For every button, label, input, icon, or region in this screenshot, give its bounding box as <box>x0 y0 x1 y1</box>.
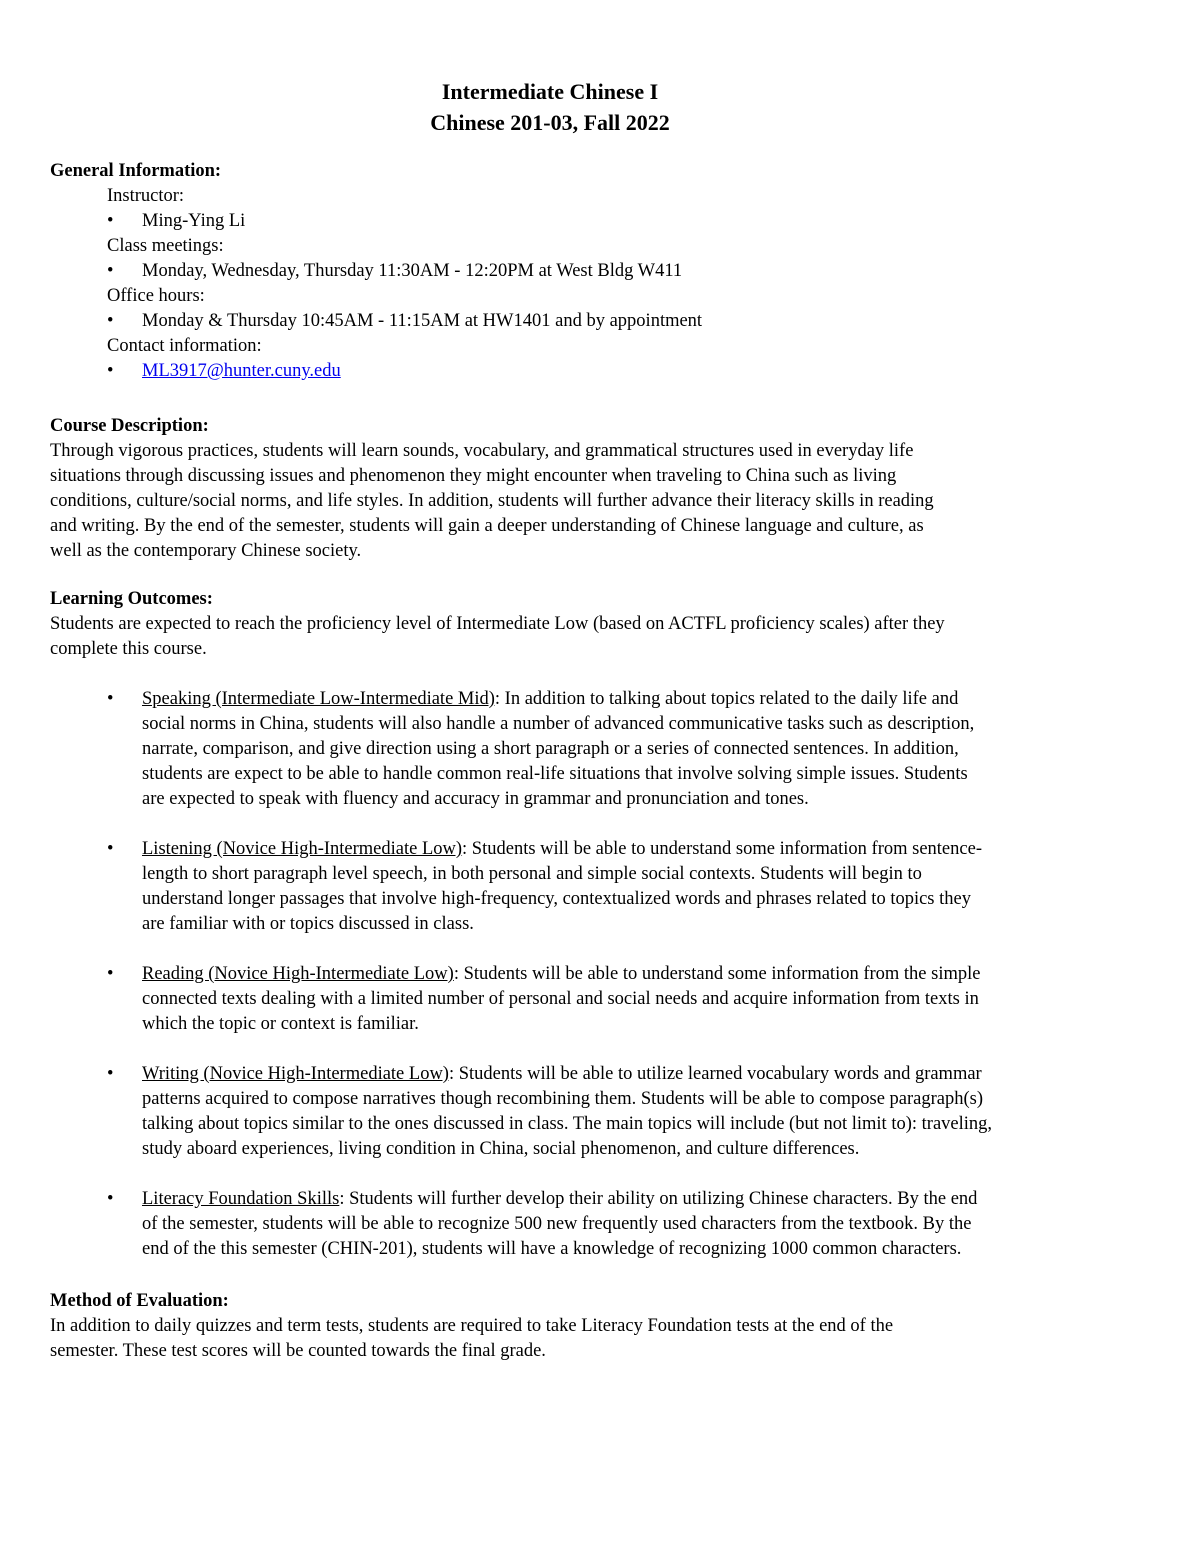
outcome-reading <box>50 962 1135 1037</box>
outcome-line: length to short paragraph level speech, in both personal and simple social contexts. Students will begin to <box>142 864 922 884</box>
outcome-speaking <box>50 687 1135 812</box>
outcome-writing <box>50 1062 1135 1162</box>
bullet-icon: • <box>107 1189 114 1209</box>
outcome-line: : Students will be able to utilize learned vocabulary words and grammar <box>448 1064 982 1084</box>
outcome-line: study aboard experiences, living condition in China, social phenomenon, and culture differences. <box>142 1139 860 1159</box>
learning-outcomes <box>50 587 1135 1262</box>
outcome-line: social norms in China, students will also handle a number of advanced communicative tasks such as description, <box>142 714 975 734</box>
outcome-line: : Students will be able to understand some information from sentence- <box>462 839 982 859</box>
meetings-item <box>50 259 1135 284</box>
outcome-heading: Listening (Novice High-Intermediate Low) <box>142 839 463 859</box>
outcome-line: are familiar with or topics discussed in class. <box>142 914 474 934</box>
description-line: Through vigorous practices, students will learn sounds, vocabulary, and grammatical structures used in everyday life <box>50 441 914 461</box>
outcome-heading: Reading (Novice High-Intermediate Low) <box>142 964 454 984</box>
office-item <box>50 309 1135 334</box>
outcomes-heading: Learning Outcomes: <box>50 589 213 609</box>
outcome-line: patterns acquired to compose narratives though recombining them. Students will be able to compose paragraph(s) <box>142 1089 984 1109</box>
meetings-text: Monday, Wednesday, Thursday 11:30AM - 12:20PM at West Bldg W411 <box>142 261 683 281</box>
bullet-icon: • <box>107 311 114 331</box>
description-heading: Course Description: <box>50 416 209 436</box>
general-information <box>50 159 1135 384</box>
evaluation-line: In addition to daily quizzes and term tests, students are required to take Literacy Foundation tests at the end of the <box>50 1316 894 1336</box>
bullet-icon: • <box>107 211 114 231</box>
outcome-listening <box>50 837 1135 937</box>
email-link[interactable]: ML3917@hunter.cuny.edu <box>142 361 341 381</box>
document-title <box>0 76 1100 138</box>
evaluation-line: semester. These test scores will be counted towards the final grade. <box>50 1341 546 1361</box>
course-title: Intermediate Chinese I <box>441 79 659 104</box>
bullet-icon: • <box>107 1064 114 1084</box>
outcome-line: students are expect to be able to handle common real-life situations that involve solving simple issues. Students <box>142 764 968 784</box>
instructor-name: Ming-Ying Li <box>142 211 246 231</box>
outcome-heading: Literacy Foundation Skills <box>142 1189 340 1209</box>
course-section: Chinese 201-03, Fall 2022 <box>430 110 670 135</box>
bullet-icon: • <box>107 689 114 709</box>
instructor-label: Instructor: <box>107 186 185 206</box>
course-description <box>50 414 1135 564</box>
general-heading: General Information: <box>50 161 222 181</box>
bullet-icon: • <box>107 361 114 381</box>
outcome-line: : Students will further develop their ability on utilizing Chinese characters. By the end <box>339 1189 978 1209</box>
bullet-icon: • <box>107 261 114 281</box>
outcome-line: end of the this semester (CHIN-201), students will have a knowledge of recognizing 1000 common characters. <box>142 1239 962 1259</box>
contact-item <box>50 359 1135 384</box>
outcome-line: : Students will be able to understand some information from the simple <box>453 964 981 984</box>
description-line: well as the contemporary Chinese society. <box>50 541 362 561</box>
outcome-line: are expected to speak with fluency and accuracy in grammar and pronunciation and tones. <box>142 789 809 809</box>
outcome-line: which the topic or context is familiar. <box>142 1014 419 1034</box>
description-line: and writing. By the end of the semester, students will gain a deeper understanding of Chinese language and culture, as <box>50 516 924 536</box>
office-label: Office hours: <box>107 286 205 306</box>
method-of-evaluation <box>50 1289 1135 1364</box>
outcomes-intro-line: complete this course. <box>50 639 207 659</box>
outcome-heading: Speaking (Intermediate Low-Intermediate Mid) <box>142 689 495 709</box>
outcome-line: talking about topics similar to the ones discussed in class. The main topics will include (but not limit to): traveling, <box>142 1114 993 1134</box>
outcome-line: understand longer passages that involve high-frequency, contextualized words and phrases related to topics they <box>142 889 971 909</box>
outcome-line: of the semester, students will be able to recognize 500 new frequently used characters from the textbook. By the <box>142 1214 972 1234</box>
office-text: Monday & Thursday 10:45AM - 11:15AM at HW1401 and by appointment <box>142 311 703 331</box>
outcome-line: narrate, comparison, and give direction using a short paragraph or a series of connected sentences. In addition, <box>142 739 959 759</box>
meetings-label: Class meetings: <box>107 236 224 256</box>
contact-label: Contact information: <box>107 336 262 356</box>
outcome-literacy <box>50 1187 1135 1262</box>
instructor-item <box>50 209 1135 234</box>
outcome-heading: Writing (Novice High-Intermediate Low) <box>142 1064 449 1084</box>
bullet-icon: • <box>107 839 114 859</box>
outcomes-intro-line: Students are expected to reach the proficiency level of Intermediate Low (based on ACTFL proficiency scales) after they <box>50 614 945 634</box>
description-line: conditions, culture/social norms, and life styles. In addition, students will further advance their literacy skills in reading <box>50 491 934 511</box>
description-line: situations through discussing issues and phenomenon they might encounter when traveling to China such as living <box>50 466 897 486</box>
evaluation-heading: Method of Evaluation: <box>50 1291 229 1311</box>
bullet-icon: • <box>107 964 114 984</box>
outcome-line: : In addition to talking about topics related to the daily life and <box>494 689 959 709</box>
outcome-line: connected texts dealing with a limited number of personal and social needs and acquire information from texts in <box>142 989 979 1009</box>
